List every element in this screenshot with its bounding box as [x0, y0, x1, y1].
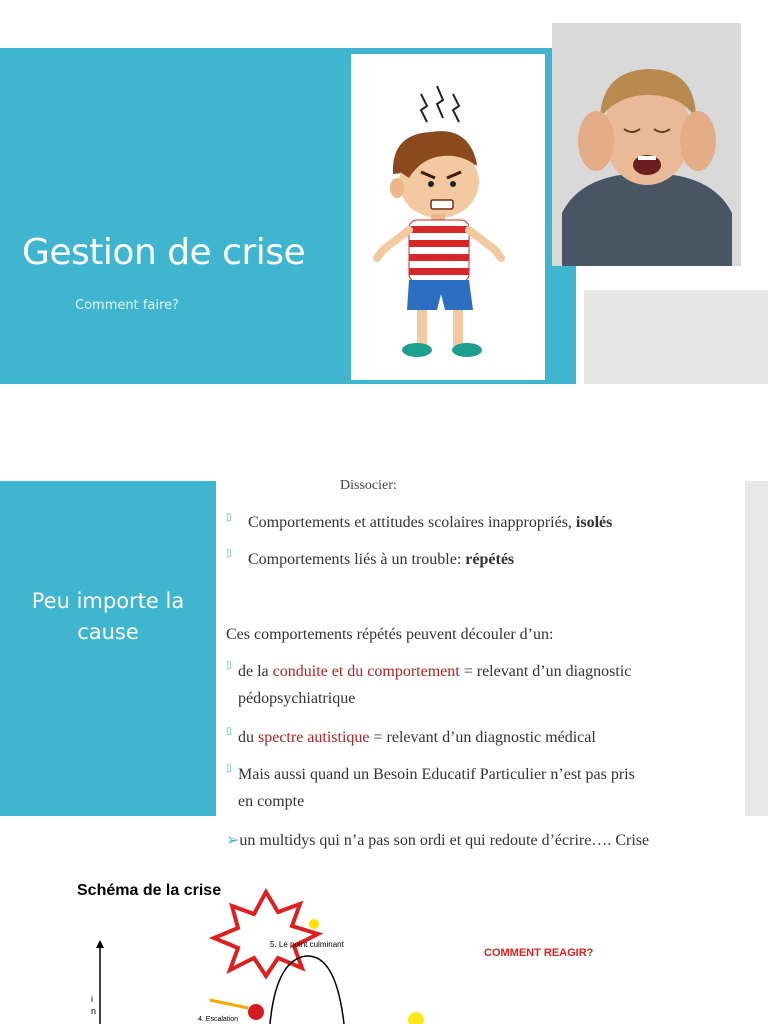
intro-text: Ces comportements répétés peuvent découler d’un:	[226, 626, 554, 643]
axis-letter: n	[91, 1006, 97, 1016]
case-conduite: de la conduite et du comportement = relevant d’un diagnostic	[238, 663, 632, 680]
angry-boy-cartoon-icon	[351, 54, 545, 380]
case-bep: Mais aussi quand un Besoin Educatif Particulier n’est pas pris	[238, 766, 635, 783]
spark-icon	[309, 919, 319, 929]
bullet-icon: ▯	[226, 512, 232, 523]
fuse-icon	[210, 1000, 248, 1008]
child-covering-ears-photo	[552, 23, 741, 266]
slide-title: Gestion de crise	[22, 232, 306, 273]
dissocier-heading: Dissocier:	[340, 478, 397, 493]
explosion-star-icon	[214, 892, 318, 976]
axis-letter: i	[91, 994, 93, 1004]
case-conduite-line2: pédopsychiatrique	[238, 690, 356, 707]
comment-reagir-heading: COMMENT REAGIR?	[484, 947, 594, 959]
escalation-label: 4. Escalation	[198, 1016, 239, 1023]
angry-boy-illustration	[351, 54, 545, 380]
crisis-curve	[270, 956, 344, 1024]
item-repetes: Comportements liés à un trouble: répétés	[248, 551, 515, 568]
bomb-icon	[248, 1004, 264, 1020]
peak-label: 5. Le point culminant	[270, 940, 344, 949]
bullet-icon: ▯	[226, 763, 232, 774]
section-grey-strip	[745, 481, 768, 816]
section-band	[0, 481, 216, 816]
diagram-title: Schéma de la crise	[77, 882, 222, 899]
arrow-icon: ➢	[226, 832, 240, 849]
item-isoles: Comportements et attitudes scolaires inappropriés, isolés	[248, 514, 613, 531]
slide-subtitle: Comment faire?	[75, 298, 179, 313]
title-slide-grey-block	[584, 290, 768, 384]
case-bep-line2: en compte	[238, 793, 305, 810]
axis-arrow-icon	[96, 940, 104, 948]
bullet-icon: ▯	[226, 726, 232, 737]
case-autisme: du spectre autistique = relevant d’un diagnostic médical	[238, 729, 596, 746]
crisis-diagram	[80, 884, 440, 1024]
section-side-title: Peu importe la cause	[31, 589, 185, 644]
child-photo-icon	[552, 23, 741, 266]
example-line: ➢un multidys qui n’a pas son ordi et qui redoute d’écrire…. Crise	[226, 832, 650, 849]
bullet-icon: ▯	[226, 548, 232, 559]
spark-icon	[408, 1012, 424, 1024]
bullet-icon: ▯	[226, 660, 232, 671]
